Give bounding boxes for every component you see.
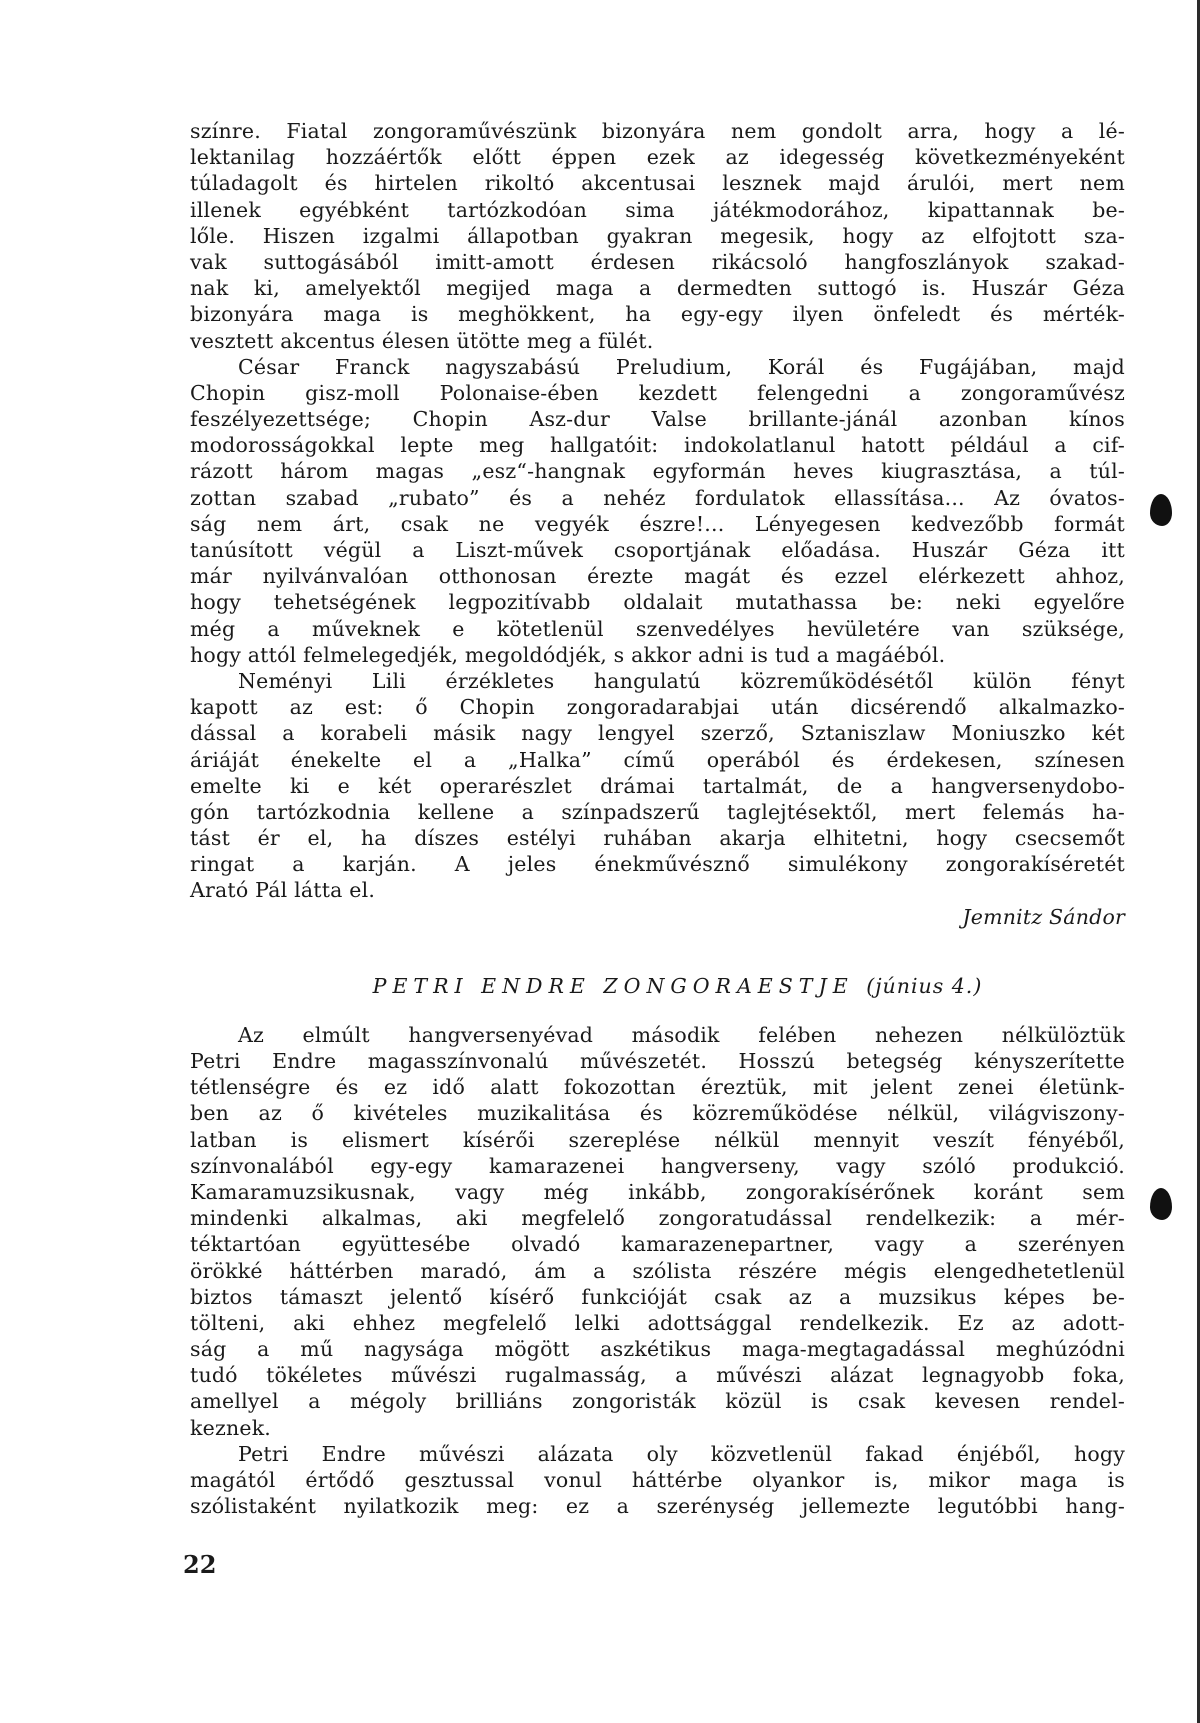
text-line: színre. Fiatal zongoraművészünk bizonyára nem gondolt arra, hogy a lé- — [190, 119, 1125, 143]
text-line: dással a korabeli másik nagy lengyel szerző, Sztaniszlaw Moniuszko két — [190, 721, 1125, 746]
text-line: tétlenségre és ez idő alatt fokozottan éreztük, mit jelent zenei életünk- — [190, 1075, 1125, 1100]
text-line: emelte ki e két operarészlet drámai tartalmát, de a hangversenydobo- — [190, 773, 1125, 798]
text-line: örökké háttérben maradó, ám a szólista részére mégis elengedhetetlenül — [190, 1258, 1125, 1283]
text-line: bizonyára maga is meghökkent, ha egy-egy ilyen önfeledt és mérték- — [190, 302, 1125, 327]
text-line: lektanilag hozzáértők előtt éppen ezek az idegesség következményeként — [190, 145, 1125, 170]
text-line: áriáját énekelte el a „Halka” című operából és érdekesen, színesen — [190, 747, 1125, 772]
text-line: Arató Pál látta el. — [190, 878, 376, 903]
text-line: Petri Endre magasszínvonalú művészetét. Hosszú betegség kényszerítette — [190, 1049, 1125, 1073]
text-line: Az elmúlt hangversenyévad második felében nehezen nélkülöztük — [238, 1022, 1125, 1047]
text-line: tanúsított végül a Liszt-művek csoportjának előadása. Huszár Géza itt — [190, 538, 1125, 562]
text-line: vak suttogásából imitt-amott érdesen rikácsoló hangfoszlányok szakad- — [190, 249, 1125, 274]
text-line: lőle. Hiszen izgalmi állapotban gyakran megesik, hogy az elfojtott sza- — [190, 223, 1125, 248]
text-line: zottan szabad „rubato” és a nehéz fordulatok ellassítása... Az óvatos- — [190, 485, 1125, 510]
heading-date: (június 4.) — [866, 973, 983, 998]
text-line: keznek. — [190, 1415, 272, 1440]
text-line: hogy attól felmelegedjék, megoldódjék, s akkor adni is tud a magáéból. — [190, 642, 946, 667]
text-line: színvonalából egy-egy kamarazenei hangverseny, vagy szóló produkció. — [190, 1153, 1125, 1178]
section-heading — [190, 974, 1125, 998]
text-line: gón tartózkodnia kellene a színpadszerű taglejtésektől, mert felemás ha- — [190, 799, 1125, 824]
text-line: amellyel a mégoly brilliáns zongoristák közül is csak kevesen rendel- — [190, 1389, 1125, 1414]
text-line: feszélyezettsége; Chopin Asz-dur Valse brillante-jánál azonban kínos — [190, 407, 1125, 432]
text-column — [190, 118, 1125, 1519]
text-line: mindenki alkalmas, aki megfelelő zongoratudással rendelkezik: a mér- — [190, 1206, 1125, 1231]
author-signature: Jemnitz Sándor — [962, 904, 1125, 929]
text-line: Chopin gisz-moll Polonaise-ében kezdett felengedni a zongoraművész — [190, 380, 1125, 405]
text-line: biztos támaszt jelentő kísérő funkcióját csak az a muzsikus képes be- — [190, 1284, 1125, 1309]
text-line: illenek egyébként tartózkodóan sima játékmodorához, kipattannak be- — [190, 197, 1125, 222]
text-line: nak ki, amelyektől megijed maga a dermedten suttogó is. Huszár Géza — [190, 276, 1125, 301]
text-line: tudó tökéletes művészi rugalmasság, a művészi alázat legnagyobb foka, — [190, 1363, 1125, 1388]
text-line: kapott az est: ő Chopin zongoradarabjai után dicsérendő alkalmazko- — [190, 695, 1125, 720]
text-line: Kamaramuzsikusnak, vagy még inkább, zongorakísérőnek koránt sem — [190, 1179, 1125, 1204]
text-line: Petri Endre művészi alázata oly közvetlenül fakad énjéből, hogy — [238, 1441, 1125, 1466]
ink-blot-mark — [1150, 1188, 1172, 1220]
text-line: túladagolt és hirtelen rikoltó akcentusai lesznek majd árulói, mert nem — [190, 171, 1125, 196]
page-number: 22 — [183, 1550, 217, 1579]
text-line: szólistaként nyilatkozik meg: ez a szerénység jellemezte legutóbbi hang- — [190, 1494, 1125, 1519]
text-line: hogy tehetségének legpozitívabb oldalait mutathassa be: neki egyelőre — [190, 590, 1125, 615]
ink-blot-mark — [1150, 494, 1172, 526]
heading-title: PETRI ENDRE ZONGORAESTJE — [372, 973, 854, 998]
text-line: még a műveknek e kötetlenül szenvedélyes hevületére van szüksége, — [190, 616, 1125, 641]
text-line: ben az ő kivételes muzikalitása és közreműködése nélkül, világviszony- — [190, 1101, 1125, 1126]
text-line: rázott három magas „esz“-hangnak egyformán heves kiugrasztása, a túl- — [190, 459, 1125, 484]
text-line: ság a mű nagysága mögött aszkétikus maga-megtagadással meghúzódni — [190, 1337, 1125, 1362]
text-line: ság nem árt, csak ne vegyék észre!... Lényegesen kedvezőbb formát — [190, 511, 1125, 536]
text-line: már nyilvánvalóan otthonosan érezte magát és ezzel elérkezett ahhoz, — [190, 564, 1125, 589]
text-line: ringat a karján. A jeles énekművésznő simulékony zongorakíséretét — [190, 852, 1125, 877]
text-line: César Franck nagyszabású Preludium, Korál és Fugájában, majd — [238, 354, 1125, 379]
text-line: magától értődő gesztussal vonul háttérbe olyankor is, mikor maga is — [190, 1468, 1125, 1492]
text-line: Neményi Lili érzékletes hangulatú közreműködésétől külön fényt — [238, 668, 1125, 693]
text-line: vesztett akcentus élesen ütötte meg a fülét. — [190, 328, 654, 353]
text-line: modorosságokkal lepte meg hallgatóit: indokolatlanul hatott például a cif- — [190, 433, 1125, 458]
text-line: latban is elismert kísérői szereplése nélkül mennyit veszít fényéből, — [190, 1127, 1125, 1152]
text-line: tölteni, aki ehhez megfelelő lelki adottsággal rendelkezik. Ez az adott- — [190, 1310, 1125, 1335]
text-line: téktartóan együttesébe olvadó kamarazenepartner, vagy a szerényen — [190, 1232, 1125, 1257]
text-line: tást ér el, ha díszes estélyi ruhában akarja elhitetni, hogy csecsemőt — [190, 826, 1125, 851]
